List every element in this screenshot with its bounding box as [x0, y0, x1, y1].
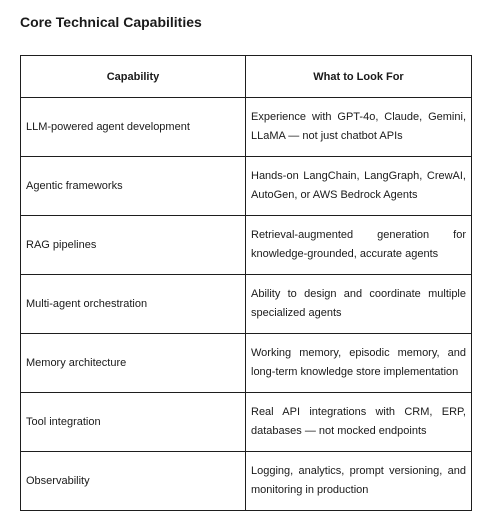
capability-cell: Memory architecture: [21, 334, 246, 393]
header-what-to-look-for: What to Look For: [246, 56, 472, 98]
capability-cell: Tool integration: [21, 393, 246, 452]
table-row: [21, 216, 472, 275]
table-row: [21, 275, 472, 334]
capability-cell: Multi-agent orchestration: [21, 275, 246, 334]
page-title: Core Technical Capabilities: [20, 14, 202, 30]
capability-cell: Observability: [21, 452, 246, 511]
capability-cell: Agentic frameworks: [21, 157, 246, 216]
capabilities-table: [20, 55, 472, 511]
look-for-cell: Ability to design and coordinate multiple specialized agents: [246, 275, 472, 334]
table-row: [21, 393, 472, 452]
look-for-cell: Real API integrations with CRM, ERP, databases — not mocked endpoints: [246, 393, 472, 452]
look-for-cell: Experience with GPT-4o, Claude, Gemini, LLaMA — not just chatbot APIs: [246, 98, 472, 157]
table-header-row: [21, 56, 472, 98]
look-for-cell: Working memory, episodic memory, and long-term knowledge store implementation: [246, 334, 472, 393]
look-for-cell: Logging, analytics, prompt versioning, and monitoring in production: [246, 452, 472, 511]
table-row: [21, 98, 472, 157]
table-row: [21, 334, 472, 393]
header-capability: Capability: [21, 56, 246, 98]
capability-cell: RAG pipelines: [21, 216, 246, 275]
capability-cell: LLM-powered agent development: [21, 98, 246, 157]
table-row: [21, 157, 472, 216]
look-for-cell: Retrieval-augmented generation for knowledge-grounded, accurate agents: [246, 216, 472, 275]
look-for-cell: Hands-on LangChain, LangGraph, CrewAI, AutoGen, or AWS Bedrock Agents: [246, 157, 472, 216]
table-row: [21, 452, 472, 511]
